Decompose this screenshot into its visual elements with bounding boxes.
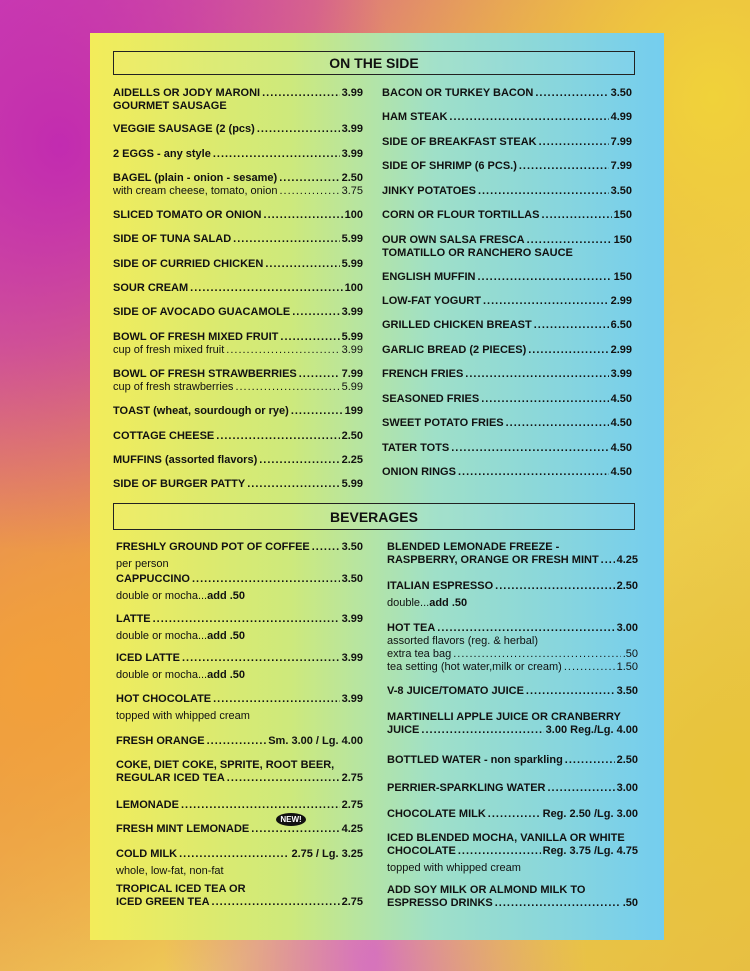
item-price: 2.50 (341, 430, 363, 442)
dot-leader (181, 799, 340, 812)
item-name: HOT CHOCOLATE (116, 693, 212, 705)
menu-item (116, 693, 363, 723)
item-note-extra: add .50 (429, 597, 468, 609)
item-name: SOUR CREAM (113, 282, 189, 294)
menu-item (116, 735, 363, 748)
dot-leader (495, 897, 621, 910)
dot-leader (153, 613, 340, 626)
dot-leader (527, 234, 612, 247)
dot-leader (233, 233, 339, 246)
item-price: 4.50 (610, 417, 632, 429)
item-name: extra tea bag (387, 648, 452, 660)
item-line: double... (387, 597, 430, 609)
menu-item (382, 319, 632, 332)
dot-leader (478, 185, 609, 198)
menu-item (116, 883, 363, 909)
item-name: SLICED TOMATO OR ONION (113, 209, 262, 221)
item-name: BOTTLED WATER - non sparkling (387, 754, 563, 766)
item-price: 3.99 (341, 344, 363, 356)
menu-item (382, 87, 632, 100)
new-badge: NEW! (276, 813, 306, 826)
dot-leader (458, 466, 609, 479)
menu-item (382, 417, 632, 430)
item-name: LEMONADE (116, 799, 179, 811)
menu-item (382, 209, 632, 222)
menu-item (116, 823, 363, 836)
item-line: COKE, DIET COKE, SPRITE, ROOT BEER, (116, 759, 335, 771)
item-name: PERRIER-SPARKLING WATER (387, 782, 546, 794)
menu-item (113, 282, 363, 295)
item-name: COLD MILK (116, 848, 178, 860)
item-price: 3.99 (341, 652, 363, 664)
item-price: 2.75 (341, 896, 363, 908)
dot-leader (212, 896, 340, 909)
dot-leader (539, 136, 609, 149)
dot-leader (264, 209, 343, 222)
dot-leader (451, 442, 608, 455)
menu-item (113, 368, 363, 394)
item-name: VEGGIE SAUSAGE (2 (pcs) (113, 123, 255, 135)
item-price: 4.25 (341, 823, 363, 835)
item-name: ICED LATTE (116, 652, 180, 664)
dot-leader (213, 693, 339, 706)
dot-leader (179, 848, 289, 861)
item-price: 4.50 (610, 466, 632, 478)
item-name: JUICE (387, 724, 420, 736)
item-name: CHOCOLATE (387, 845, 456, 857)
item-name: GARLIC BREAD (2 PIECES) (382, 344, 527, 356)
item-name: TOAST (wheat, sourdough or rye) (113, 405, 289, 417)
dot-leader (564, 661, 615, 674)
menu-item (116, 848, 363, 878)
dot-leader (265, 258, 339, 271)
item-name: LOW-FAT YOGURT (382, 295, 481, 307)
menu-item (387, 782, 638, 795)
menu-item (116, 541, 363, 571)
dot-leader (548, 782, 615, 795)
item-price: 2.50 (616, 754, 638, 766)
dot-leader (437, 622, 614, 635)
dot-leader (291, 405, 343, 418)
item-price: 150 (613, 209, 632, 221)
dot-leader (534, 319, 609, 332)
item-name: 2 EGGS - any style (113, 148, 211, 160)
item-name: GRILLED CHICKEN BREAST (382, 319, 532, 331)
item-name: LATTE (116, 613, 151, 625)
menu-item (387, 884, 638, 910)
item-price: 2.75 (341, 799, 363, 811)
item-name: SIDE OF BURGER PATTY (113, 478, 246, 490)
item-line: TOMATILLO OR RANCHERO SAUCE (382, 247, 573, 259)
item-price: 199 (344, 405, 363, 417)
item-line: ICED BLENDED MOCHA, VANILLA OR WHITE (387, 832, 625, 844)
menu-item (113, 172, 363, 198)
dot-leader (495, 580, 614, 593)
dot-leader (565, 754, 615, 767)
item-line: double or mocha... (116, 590, 208, 602)
menu-item (382, 160, 632, 173)
item-price: 5.99 (341, 381, 363, 393)
item-price: 3.99 (610, 368, 632, 380)
item-name: TATER TOTS (382, 442, 450, 454)
item-price: 3.00 (616, 622, 638, 634)
item-name: REGULAR ICED TEA (116, 772, 225, 784)
menu-item (382, 185, 632, 198)
item-price: 4.99 (610, 111, 632, 123)
dot-leader (526, 685, 615, 698)
dot-leader (279, 185, 339, 198)
menu-item (116, 613, 363, 643)
item-line: double or mocha... (116, 630, 208, 642)
dot-leader (478, 271, 612, 284)
item-name: OUR OWN SALSA FRESCA (382, 234, 525, 246)
item-price: 5.99 (341, 478, 363, 490)
item-name: ONION RINGS (382, 466, 456, 478)
item-line: per person (116, 558, 169, 570)
item-price: 5.99 (341, 233, 363, 245)
menu-item (382, 442, 632, 455)
item-price: 3.50 (610, 185, 632, 197)
item-line: double or mocha... (116, 669, 208, 681)
item-line: GOURMET SAUSAGE (113, 100, 227, 112)
item-name: SIDE OF BREAKFAST STEAK (382, 136, 537, 148)
menu-item (113, 233, 363, 246)
item-price: .50 (622, 648, 638, 660)
dot-leader (257, 123, 340, 136)
dot-leader (182, 652, 340, 665)
item-price: 2.50 (341, 172, 363, 184)
item-name: CHOCOLATE MILK (387, 808, 486, 820)
dot-leader (312, 541, 340, 554)
item-price: 3.50 (341, 573, 363, 585)
section-heading-beverages: BEVERAGES (113, 503, 635, 530)
item-price: 5.99 (341, 331, 363, 343)
menu-item (113, 209, 363, 222)
item-name: tea setting (hot water,milk or cream) (387, 661, 562, 673)
menu-item (113, 258, 363, 271)
menu-item (382, 368, 632, 381)
menu-item (116, 652, 363, 682)
dot-leader (465, 368, 608, 381)
menu-item (382, 393, 632, 406)
item-name: CORN OR FLOUR TORTILLAS (382, 209, 540, 221)
item-name: cup of fresh mixed fruit (113, 344, 225, 356)
item-price: 3.75 (341, 185, 363, 197)
dot-leader (449, 111, 608, 124)
menu-item (113, 87, 363, 113)
item-price: 2.75 / Lg. 3.25 (291, 848, 363, 860)
item-price: 4.50 (610, 393, 632, 405)
dot-leader (235, 381, 339, 394)
item-line: assorted flavors (reg. & herbal) (387, 635, 539, 647)
item-name: SEASONED FRIES (382, 393, 480, 405)
item-name: FRENCH FRIES (382, 368, 464, 380)
item-name: with cream cheese, tomato, onion (113, 185, 278, 197)
menu-item (113, 306, 363, 319)
item-price: 3.99 (341, 693, 363, 705)
item-price: 3.99 (341, 306, 363, 318)
item-price: Sm. 3.00 / Lg. 4.00 (268, 735, 363, 747)
dot-leader (292, 306, 339, 319)
item-name: ESPRESSO DRINKS (387, 897, 493, 909)
menu-item (113, 123, 363, 136)
dot-leader (247, 478, 339, 491)
dot-leader (541, 209, 611, 222)
item-price: Reg. 2.50 /Lg. 3.00 (542, 808, 638, 820)
item-price: 3.50 (341, 541, 363, 553)
item-line: topped with whipped cream (387, 862, 521, 874)
item-price: 2.99 (610, 295, 632, 307)
menu-item (116, 573, 363, 603)
menu-item (382, 136, 632, 149)
section-heading-on-the-side: ON THE SIDE (113, 51, 635, 75)
item-name: ITALIAN ESPRESSO (387, 580, 494, 592)
dot-leader (601, 554, 615, 567)
item-price: 3.99 (341, 87, 363, 99)
menu-item (113, 148, 363, 161)
item-price: 7.99 (341, 368, 363, 380)
menu-item (382, 295, 632, 308)
dot-leader (519, 160, 609, 173)
item-price: 2.25 (341, 454, 363, 466)
menu-item (387, 832, 638, 875)
item-name: cup of fresh strawberries (113, 381, 234, 393)
menu-item (387, 808, 638, 821)
item-price: Reg. 3.75 /Lg. 4.75 (542, 845, 638, 857)
dot-leader (458, 845, 541, 858)
item-price: 1.50 (616, 661, 638, 673)
dot-leader (259, 454, 339, 467)
item-price: 7.99 (610, 160, 632, 172)
menu-item (113, 331, 363, 357)
item-price: 4.50 (610, 442, 632, 454)
item-name: JINKY POTATOES (382, 185, 476, 197)
menu-item (382, 234, 632, 260)
menu-item (387, 580, 638, 610)
item-price: 3.99 (341, 613, 363, 625)
dot-leader (299, 368, 340, 381)
item-name: SIDE OF AVOCADO GUACAMOLE (113, 306, 291, 318)
item-name: COTTAGE CHEESE (113, 430, 215, 442)
item-price: 3.00 Reg./Lg. 4.00 (545, 724, 638, 736)
menu-item (382, 466, 632, 479)
item-name: SIDE OF SHRIMP (6 PCS.) (382, 160, 517, 172)
menu-item (382, 111, 632, 124)
item-note-extra: add .50 (207, 590, 246, 602)
item-name: CAPPUCCINO (116, 573, 190, 585)
item-line: ADD SOY MILK OR ALMOND MILK TO (387, 884, 586, 896)
dot-leader (216, 430, 339, 443)
menu-item (113, 430, 363, 443)
item-name: FRESHLY GROUND POT OF COFFEE (116, 541, 310, 553)
item-name: SWEET POTATO FRIES (382, 417, 504, 429)
dot-leader (453, 648, 620, 661)
item-name: AIDELLS OR JODY MARONI (113, 87, 261, 99)
item-price: 150 (613, 234, 632, 246)
menu-item (387, 685, 638, 698)
item-price: 3.99 (341, 123, 363, 135)
dot-leader (279, 172, 339, 185)
dot-leader (488, 808, 541, 821)
item-price: 150 (613, 271, 632, 283)
dot-leader (226, 344, 339, 357)
item-name: RASPBERRY, ORANGE OR FRESH MINT (387, 554, 599, 566)
dot-leader (213, 148, 340, 161)
item-price: 4.25 (616, 554, 638, 566)
menu-item (387, 622, 638, 674)
item-price: 5.99 (341, 258, 363, 270)
dot-leader (483, 295, 609, 308)
menu-item (387, 754, 638, 767)
item-price: 2.75 (341, 772, 363, 784)
item-name: HAM STEAK (382, 111, 448, 123)
menu-item (382, 344, 632, 357)
item-name: BAGEL (plain - onion - sesame) (113, 172, 278, 184)
item-price: 6.50 (610, 319, 632, 331)
dot-leader (280, 331, 339, 344)
item-name: V-8 JUICE/TOMATO JUICE (387, 685, 524, 697)
item-line: BLENDED LEMONADE FREEZE - (387, 541, 560, 553)
item-name: BOWL OF FRESH STRAWBERRIES (113, 368, 297, 380)
item-price: 100 (344, 282, 363, 294)
item-price: 3.99 (341, 148, 363, 160)
menu-item (382, 271, 632, 284)
item-price: 2.99 (610, 344, 632, 356)
menu-item (116, 799, 363, 812)
item-line: topped with whipped cream (116, 710, 250, 722)
item-note-extra: add .50 (207, 630, 246, 642)
item-line: TROPICAL ICED TEA OR (116, 883, 246, 895)
item-price: 7.99 (610, 136, 632, 148)
item-line: MARTINELLI APPLE JUICE OR CRANBERRY (387, 711, 621, 723)
dot-leader (192, 573, 340, 586)
item-name: SIDE OF CURRIED CHICKEN (113, 258, 264, 270)
item-name: BOWL OF FRESH MIXED FRUIT (113, 331, 279, 343)
item-price: 100 (344, 209, 363, 221)
dot-leader (535, 87, 608, 100)
dot-leader (190, 282, 342, 295)
dot-leader (528, 344, 608, 357)
dot-leader (227, 772, 340, 785)
menu-item (113, 478, 363, 491)
item-name: ENGLISH MUFFIN (382, 271, 476, 283)
item-price: 2.50 (616, 580, 638, 592)
item-line: whole, low-fat, non-fat (116, 865, 224, 877)
dot-leader (421, 724, 543, 737)
item-name: SIDE OF TUNA SALAD (113, 233, 232, 245)
item-name: FRESH MINT LEMONADE (116, 823, 250, 835)
dot-leader (262, 87, 339, 100)
menu-item (387, 541, 638, 567)
item-price: 3.00 (616, 782, 638, 794)
item-name: ICED GREEN TEA (116, 896, 210, 908)
dot-leader (207, 735, 267, 748)
dot-leader (481, 393, 608, 406)
item-name: HOT TEA (387, 622, 436, 634)
menu-item (113, 454, 363, 467)
menu-item (387, 711, 638, 737)
item-note-extra: add .50 (207, 669, 246, 681)
menu-item (113, 405, 363, 418)
item-name: FRESH ORANGE (116, 735, 205, 747)
item-price: .50 (622, 897, 638, 909)
dot-leader (506, 417, 609, 430)
menu-item (116, 759, 363, 785)
item-price: 3.50 (616, 685, 638, 697)
dot-leader (251, 823, 339, 836)
item-name: BACON OR TURKEY BACON (382, 87, 534, 99)
item-name: MUFFINS (assorted flavors) (113, 454, 258, 466)
item-price: 3.50 (610, 87, 632, 99)
